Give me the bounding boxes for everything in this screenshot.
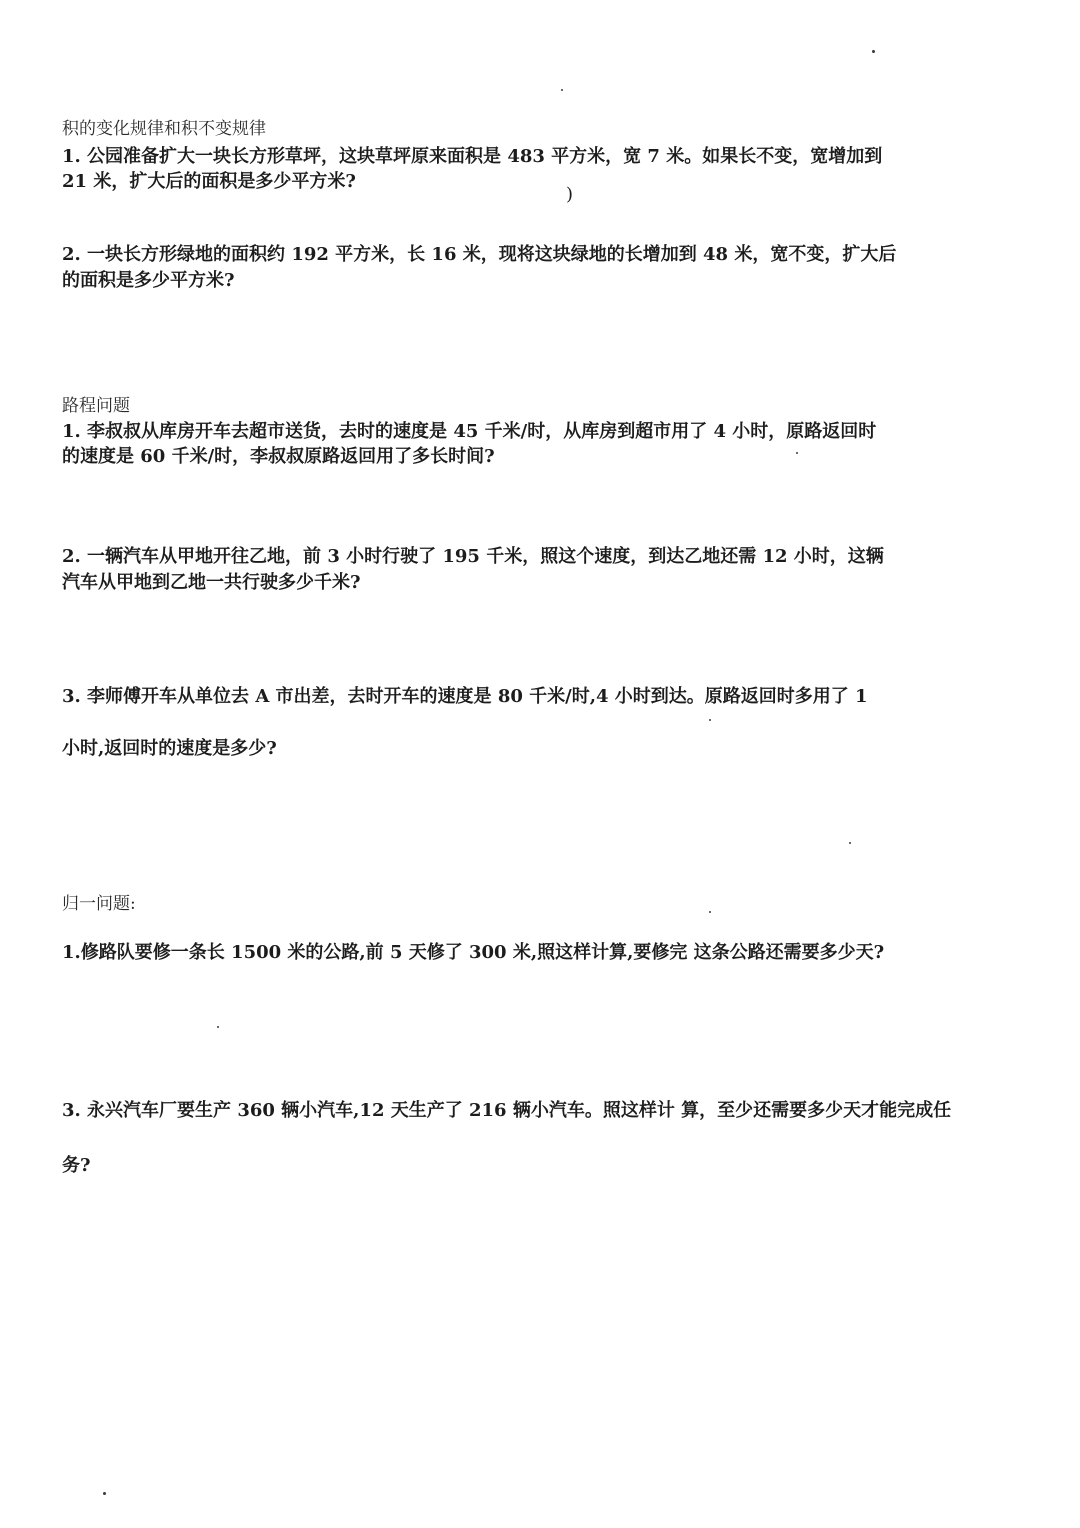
scan-speck [849,842,851,844]
scan-speck [103,1492,106,1495]
question-1-line-2: 21 米，扩大后的面积是多少平方米? [62,171,356,192]
scan-speck [872,50,875,53]
section-heading-unitary: 归一问题: [62,894,136,914]
distance-question-3-line-1: 3. 李师傅开车从单位去 A 市出差，去时开车的速度是 80 千米/时,4 小时到达。原路返回时多用了 1 [62,686,868,707]
scan-speck [217,1026,219,1028]
unitary-question-3-line-1: 3. 永兴汽车厂要生产 360 辆小汽车,12 天生产了 216 辆小汽车。照这样计 算，至少还需要多少天才能完成任 [62,1100,952,1121]
scan-speck [796,452,798,454]
distance-question-2-line-1: 2. 一辆汽车从甲地开往乙地，前 3 小时行驶了 195 千米，照这个速度，到达乙地还需 12 小时，这辆 [62,546,884,567]
unitary-question-1-line-1: 1.修路队要修一条长 1500 米的公路,前 5 天修了 300 米,照这样计算,要修完 这条公路还需要多少天? [62,942,885,963]
question-1-line-1: 1. 公园准备扩大一块长方形草坪，这块草坪原来面积是 483 平方米，宽 7 米。如果长不变，宽增加到 [62,146,883,167]
question-2-line-2: 的面积是多少平方米? [62,270,235,291]
distance-question-1-line-2: 的速度是 60 千米/时，李叔叔原路返回用了多长时间? [62,446,495,467]
distance-question-1-line-1: 1. 李叔叔从库房开车去超市送货，去时的速度是 45 千米/时，从库房到超市用了 4 小时，原路返回时 [62,421,877,442]
stray-mark: ) [566,184,574,205]
distance-question-2-line-2: 汽车从甲地到乙地一共行驶多少千米? [62,572,361,593]
question-2-line-1: 2. 一块长方形绿地的面积约 192 平方米，长 16 米，现将这块绿地的长增加到 48 米，宽不变，扩大后 [62,244,897,265]
distance-question-3-line-2: 小时,返回时的速度是多少? [62,738,277,759]
scan-speck [561,89,563,91]
scan-speck [709,911,711,913]
section-heading-product-rules: 积的变化规律和积不变规律 [62,119,266,139]
unitary-question-3-line-2: 务? [62,1155,91,1176]
section-heading-distance: 路程问题 [62,396,130,416]
scan-speck [709,719,711,721]
